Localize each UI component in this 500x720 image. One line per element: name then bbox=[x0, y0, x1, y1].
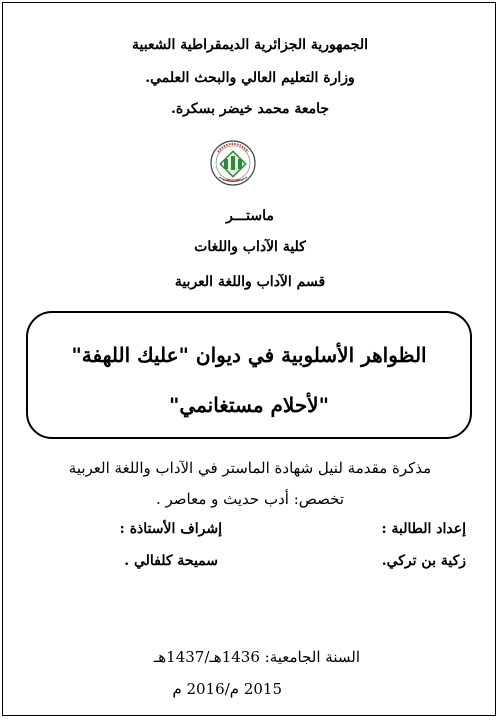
thesis-title-line-2: "لأحلام مستغانمي" bbox=[168, 393, 330, 417]
student-name: زكية بن تركي. bbox=[381, 553, 466, 569]
university-heading: جامعة محمد خيضر بسكرة. bbox=[170, 101, 330, 117]
thesis-title-line-1: الظواهر الأسلوبية في ديوان "عليك اللهفة" bbox=[71, 343, 427, 367]
academic-year: السنة الجامعية: 1436هـ/1437هـ bbox=[153, 648, 360, 666]
thesis-purpose: مذكرة مقدمة لنيل شهادة الماستر في الآداب واللغة العربية bbox=[68, 459, 432, 477]
ministry-heading: وزارة التعليم العالي والبحث العلمي. bbox=[145, 70, 355, 86]
supervisor-name: سميحة كلفالي . bbox=[124, 553, 218, 569]
department-label: قسم الآداب واللغة العربية bbox=[174, 274, 326, 290]
republic-heading: الجمهورية الجزائرية الديمقراطية الشعبية bbox=[131, 37, 368, 53]
thesis-title-box bbox=[26, 311, 472, 439]
degree-label: ماستـــر bbox=[226, 208, 274, 224]
specialization: تخصص: أدب حديث و معاصر . bbox=[155, 490, 345, 508]
gregorian-year: 2015 م/2016 م bbox=[172, 680, 282, 698]
supervisor-label: إشراف الأستاذة : bbox=[119, 521, 222, 537]
faculty-label: كلية الآداب واللغات bbox=[194, 239, 306, 255]
university-emblem-icon bbox=[209, 136, 257, 202]
student-label: إعداد الطالبة : bbox=[381, 521, 466, 537]
